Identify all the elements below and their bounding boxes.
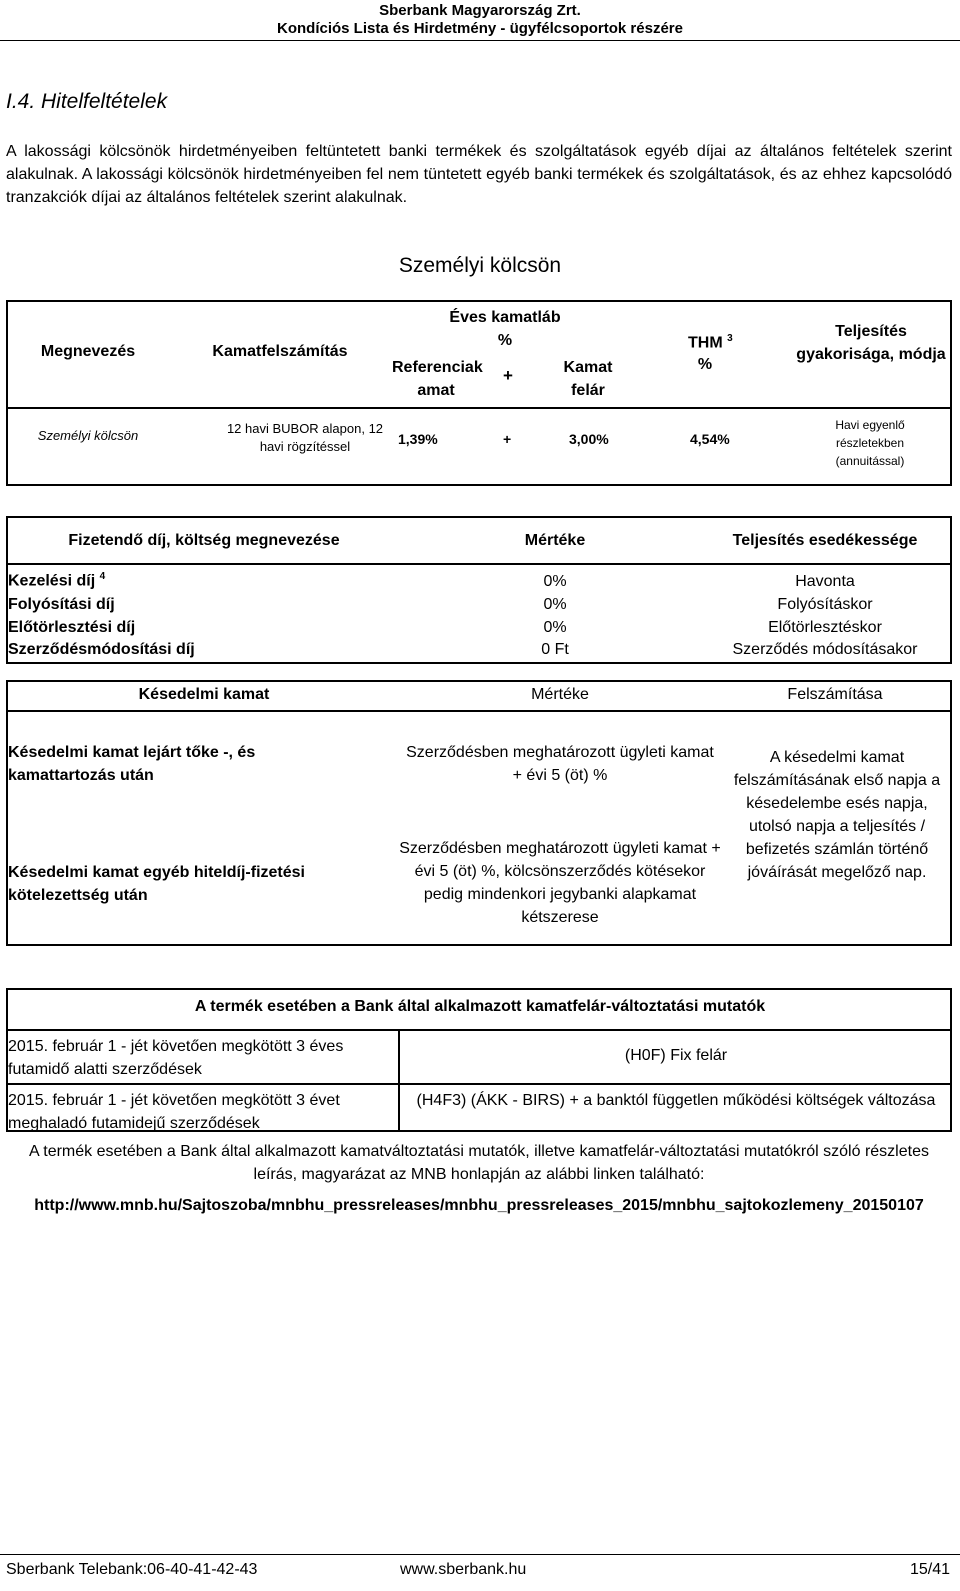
rate-header-thm-percent: %	[697, 356, 713, 373]
fee-row-szerzodesmodositasi: Szerződésmódosítási díj	[8, 641, 195, 658]
late-row1-value: Szerződésben meghatározott ügyleti kamat + évi 5 (öt) %	[406, 744, 714, 784]
rate-header-margin: Kamat felár	[563, 359, 613, 399]
rate-row-reference: 1,39%	[398, 431, 438, 447]
late-row1-name: Késedelmi kamat lejárt tőke -, és kamattartozás után	[8, 744, 256, 784]
rate-row-plus: +	[503, 431, 512, 447]
mnb-link[interactable]: http://www.mnb.hu/Sajtoszoba/mnbhu_pressreleases/mnbhu_pressreleases_2015/mnbhu_sajtokozlemeny_20150107	[34, 1197, 924, 1214]
rate-header-name: Megnevezés	[40, 343, 136, 360]
fee-header-name: Fizetendő díj, költség megnevezése	[68, 532, 340, 549]
late-header-calc: Felszámítása	[787, 686, 883, 703]
fee-row-elotorlesztesi-due: Előtörlesztéskor	[768, 619, 882, 636]
rate-header-thm-label: THM	[688, 334, 723, 352]
fee-row-kezelesi-note: 4	[99, 571, 106, 582]
fee-row-folyositasi-due: Folyósításkor	[777, 596, 873, 613]
rate-row-name: Személyi kölcsön	[37, 428, 139, 443]
rate-header-thm	[688, 333, 733, 352]
indicator-row1-value: (H0F) Fix felár	[624, 1047, 728, 1064]
fee-header-due: Teljesítés esedékessége	[732, 532, 918, 549]
indicator-table-divider-1	[6, 1029, 952, 1031]
rate-row-payment: Havi egyenlő részletekben (annuitással)	[835, 418, 905, 468]
mnb-note: A termék esetében a Bank által alkalmazott kamatváltoztatási mutatók, illetve kamatfelár-változtatási mutatókról szóló részletes leírás, magyarázat az MNB honlapján az alábbi linken található:	[29, 1143, 929, 1183]
fee-row-folyositasi-value: 0%	[543, 596, 567, 613]
fee-row-kezelesi-value: 0%	[543, 573, 567, 590]
header-subtitle: Kondíciós Lista és Hirdetmény - ügyfélcsoportok részére	[277, 20, 683, 37]
late-header-name: Késedelmi kamat	[138, 686, 270, 703]
fee-row-elotorlesztesi-value: 0%	[543, 619, 567, 636]
fee-row-szerzodesmodositasi-value: 0 Ft	[541, 641, 569, 658]
rate-header-payment: Teljesítés gyakorisága, módja	[796, 323, 946, 363]
loan-title: Személyi kölcsön	[398, 254, 562, 277]
fee-row-kezelesi-due: Havonta	[795, 573, 855, 590]
intro-paragraph: A lakossági kölcsönök hirdetményeiben feltüntetett banki termékek és szolgáltatások egyéb díjai az általános feltételek szerint alakulnak. A lakossági kölcsönök hirdetményeiben fel nem tüntetett egyéb banki termékek és szolgáltatások, és az ehhez kapcsolódó tranzakciók díjai az általános feltételek szerint alakulnak.	[6, 143, 952, 206]
indicator-row2-value: (H4F3) (ÁKK - BIRS) + a banktól független működési költségek változása	[416, 1092, 936, 1109]
header-company: Sberbank Magyarország Zrt.	[379, 2, 581, 19]
fee-row-elotorlesztesi: Előtörlesztési díj	[8, 619, 136, 636]
rate-header-calc: Kamatfelszámítás	[212, 343, 348, 360]
fee-row-kezelesi	[8, 571, 105, 590]
rate-header-plus: +	[503, 366, 513, 385]
footer-website[interactable]: www.sberbank.hu	[400, 1561, 527, 1578]
footer-telebank: Sberbank Telebank:06-40-41-42-43	[6, 1561, 258, 1578]
late-header-value: Mértéke	[531, 686, 589, 703]
footer-page: 15/41	[909, 1561, 950, 1578]
late-table-divider	[6, 710, 952, 712]
late-row2-name: Késedelmi kamat egyéb hiteldíj-fizetési kötelezettség után	[8, 864, 305, 904]
header-rule	[0, 40, 960, 41]
late-row2-value: Szerződésben meghatározott ügyleti kamat + évi 5 (öt) %, kölcsönszerződés kötésekor pedig mindenkori jegybanki alapkamat kétszerese	[399, 840, 721, 926]
indicator-table-vline	[398, 1029, 400, 1132]
footer-rule	[0, 1554, 960, 1555]
rate-header-thm-note: 3	[727, 333, 733, 344]
section-title: I.4. Hitelfeltételek	[6, 90, 168, 113]
fee-row-folyositasi: Folyósítási díj	[8, 596, 115, 613]
rate-row-margin: 3,00%	[569, 431, 609, 447]
rate-row-calc: 12 havi BUBOR alapon, 12 havi rögzítéssel	[226, 421, 384, 454]
fee-row-kezelesi-name: Kezelési díj	[8, 572, 96, 590]
indicator-row1-period: 2015. február 1 - jét követően megkötött 3 éves futamidő alatti szerződések	[8, 1038, 344, 1078]
indicator-title: A termék esetében a Bank által alkalmazott kamatfelár-változtatási mutatók	[194, 998, 766, 1015]
indicator-table-divider-2	[6, 1083, 952, 1085]
rate-header-reference: Referenciak amat	[392, 359, 483, 399]
fee-header-value: Mértéke	[524, 532, 586, 549]
indicator-row2-period: 2015. február 1 - jét követően megkötött 3 évet meghaladó futamidejű szerződések	[8, 1092, 340, 1132]
rate-header-percent: %	[497, 332, 513, 349]
rate-row-thm: 4,54%	[690, 431, 730, 447]
fee-row-szerzodesmodositasi-due: Szerződés módosításakor	[732, 641, 918, 658]
late-calc-text: A késedelmi kamat felszámításának első napja a késedelembe esés napja, utolsó napja a teljesítés / befizetés számlán történő jóváírását megelőző nap.	[733, 749, 941, 881]
rate-table-divider	[6, 407, 952, 409]
fee-table-divider	[6, 563, 952, 565]
rate-header-annual: Éves kamatláb	[449, 309, 561, 326]
